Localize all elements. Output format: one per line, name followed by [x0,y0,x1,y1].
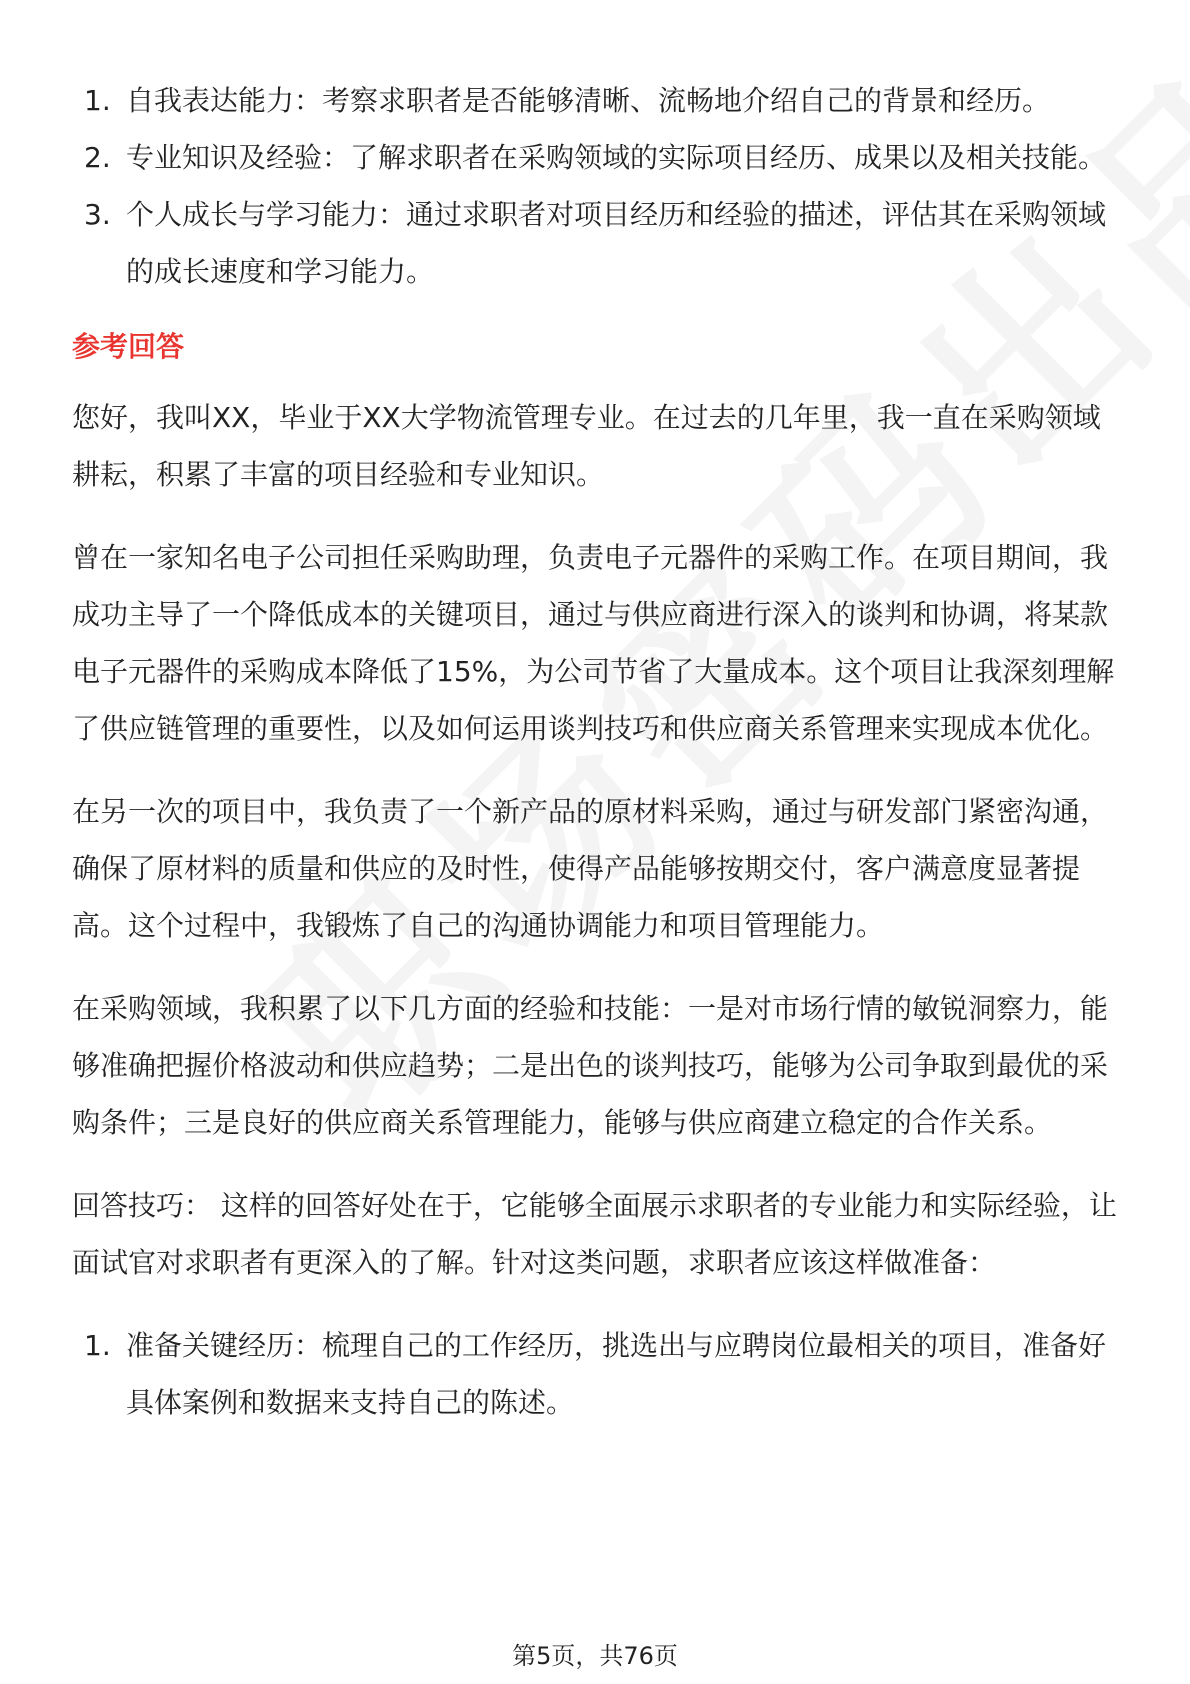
evaluation-points-list [72,72,1122,300]
list-item-number: 1. [84,84,111,117]
list-item [72,129,1122,186]
answer-paragraph: 您好，我叫XX，毕业于XX大学物流管理专业。在过去的几年里，我一直在采购领域耕耘，积累了丰富的项目经验和专业知识。 [72,401,1101,491]
list-item [72,186,1122,300]
document-content [72,72,1122,1431]
answer-paragraph: 曾在一家知名电子公司担任采购助理，负责电子元器件的采购工作。在项目期间，我成功主导了一个降低成本的关键项目，通过与供应商进行深入的谈判和协调，将某款电子元器件的采购成本降低了15%，为公司节省了大量成本。这个项目让我深刻理解了供应链管理的重要性，以及如何运用谈判技巧和供应商关系管理来实现成本优化。 [72,541,1115,745]
list-item-number: 2. [84,141,111,174]
answer-paragraph: 在另一次的项目中，我负责了一个新产品的原材料采购，通过与研发部门紧密沟通，确保了原材料的质量和供应的及时性，使得产品能够按期交付，客户满意度显著提高。这个过程中，我锻炼了自己的沟通协调能力和项目管理能力。 [72,795,1109,942]
answer-tips-paragraph: 回答技巧： 这样的回答好处在于，它能够全面展示求职者的专业能力和实际经验，让面试官对求职者有更深入的了解。针对这类问题，求职者应该这样做准备： [72,1189,1117,1279]
list-item-text: 自我表达能力：考察求职者是否能够清晰、流畅地介绍自己的背景和经历。 [126,84,1051,117]
prep-points-list [72,1317,1122,1431]
reference-answer-heading: 参考回答 [72,330,185,363]
list-item-text: 准备关键经历：梳理自己的工作经历，挑选出与应聘岗位最相关的项目，准备好具体案例和数据来支持自己的陈述。 [126,1329,1107,1419]
list-item-number: 1. [84,1329,111,1362]
document-page [72,72,1122,1431]
list-item-text: 专业知识及经验：了解求职者在采购领域的实际项目经历、成果以及相关技能。 [126,141,1107,174]
list-item-text: 个人成长与学习能力：通过求职者对项目经历和经验的描述，评估其在采购领域的成长速度和学习能力。 [126,198,1107,288]
list-item [72,1317,1122,1431]
list-item [72,72,1122,129]
answer-paragraph: 在采购领域，我积累了以下几方面的经验和技能：一是对市场行情的敏锐洞察力，能够准确把握价格波动和供应趋势；二是出色的谈判技巧，能够为公司争取到最优的采购条件；三是良好的供应商关系管理能力，能够与供应商建立稳定的合作关系。 [72,992,1109,1139]
list-item-number: 3. [84,198,111,231]
page-footer: 第5页，共76页 [512,1642,678,1670]
